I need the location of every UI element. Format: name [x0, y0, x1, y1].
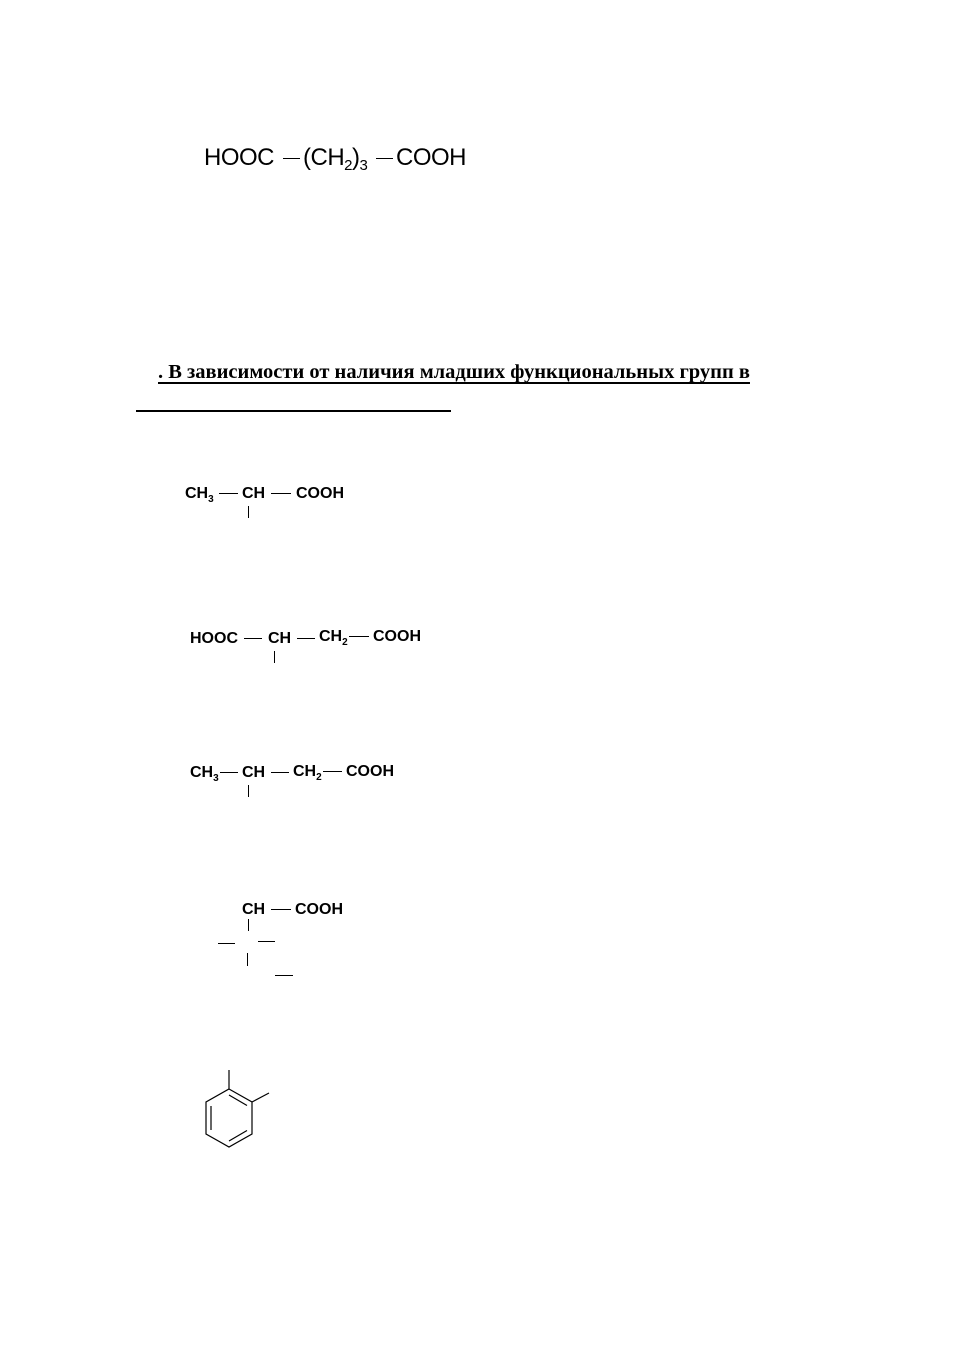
bond	[349, 636, 369, 637]
struct2-ch3: $CH_3$	[185, 485, 214, 505]
bond	[271, 772, 289, 773]
formula1-left: HOOC	[204, 144, 274, 171]
bond	[248, 919, 249, 931]
divider-line	[136, 410, 451, 412]
bond	[247, 953, 248, 966]
struct4-ch: CH	[242, 764, 266, 781]
struct3-ch2: $CH_2$	[319, 628, 348, 648]
bond	[297, 638, 315, 639]
bond	[220, 772, 238, 773]
section-heading: . В зависимости от наличия младших функциональных групп в	[158, 361, 750, 383]
struct4-cooh: COOH	[346, 763, 394, 780]
bond	[219, 493, 238, 494]
substituent-bond	[252, 1093, 269, 1102]
bond	[248, 785, 249, 797]
struct4-ch2: $CH_2$	[293, 763, 322, 783]
formula1-right: COOH	[396, 144, 466, 171]
bond	[274, 651, 275, 663]
formula1-middle: $(CH_2)_3$	[303, 144, 368, 174]
ring-double-bond	[229, 1131, 247, 1142]
bond	[283, 158, 300, 159]
struct4-ch3: $CH_3$	[190, 764, 219, 784]
struct3-hooc: HOOC	[190, 630, 238, 647]
struct3-cooh: COOH	[373, 628, 421, 645]
struct5-ch: CH	[242, 901, 266, 918]
struct2-ch: CH	[242, 485, 266, 502]
bond	[258, 941, 275, 942]
struct3-ch: CH	[268, 630, 292, 647]
bond	[271, 909, 291, 910]
formula-glutaric-acid	[204, 146, 274, 170]
struct2-cooh: COOH	[296, 485, 344, 502]
bond	[376, 158, 393, 159]
benzene-ring-structure	[180, 1060, 280, 1160]
ring-double-bond	[229, 1095, 247, 1106]
ring-outer	[206, 1089, 252, 1147]
struct5-cooh: COOH	[295, 901, 343, 918]
bond	[323, 771, 342, 772]
bond	[248, 506, 249, 518]
bond	[275, 975, 293, 976]
bond	[271, 493, 291, 494]
bond	[218, 943, 235, 944]
bond	[244, 638, 262, 639]
